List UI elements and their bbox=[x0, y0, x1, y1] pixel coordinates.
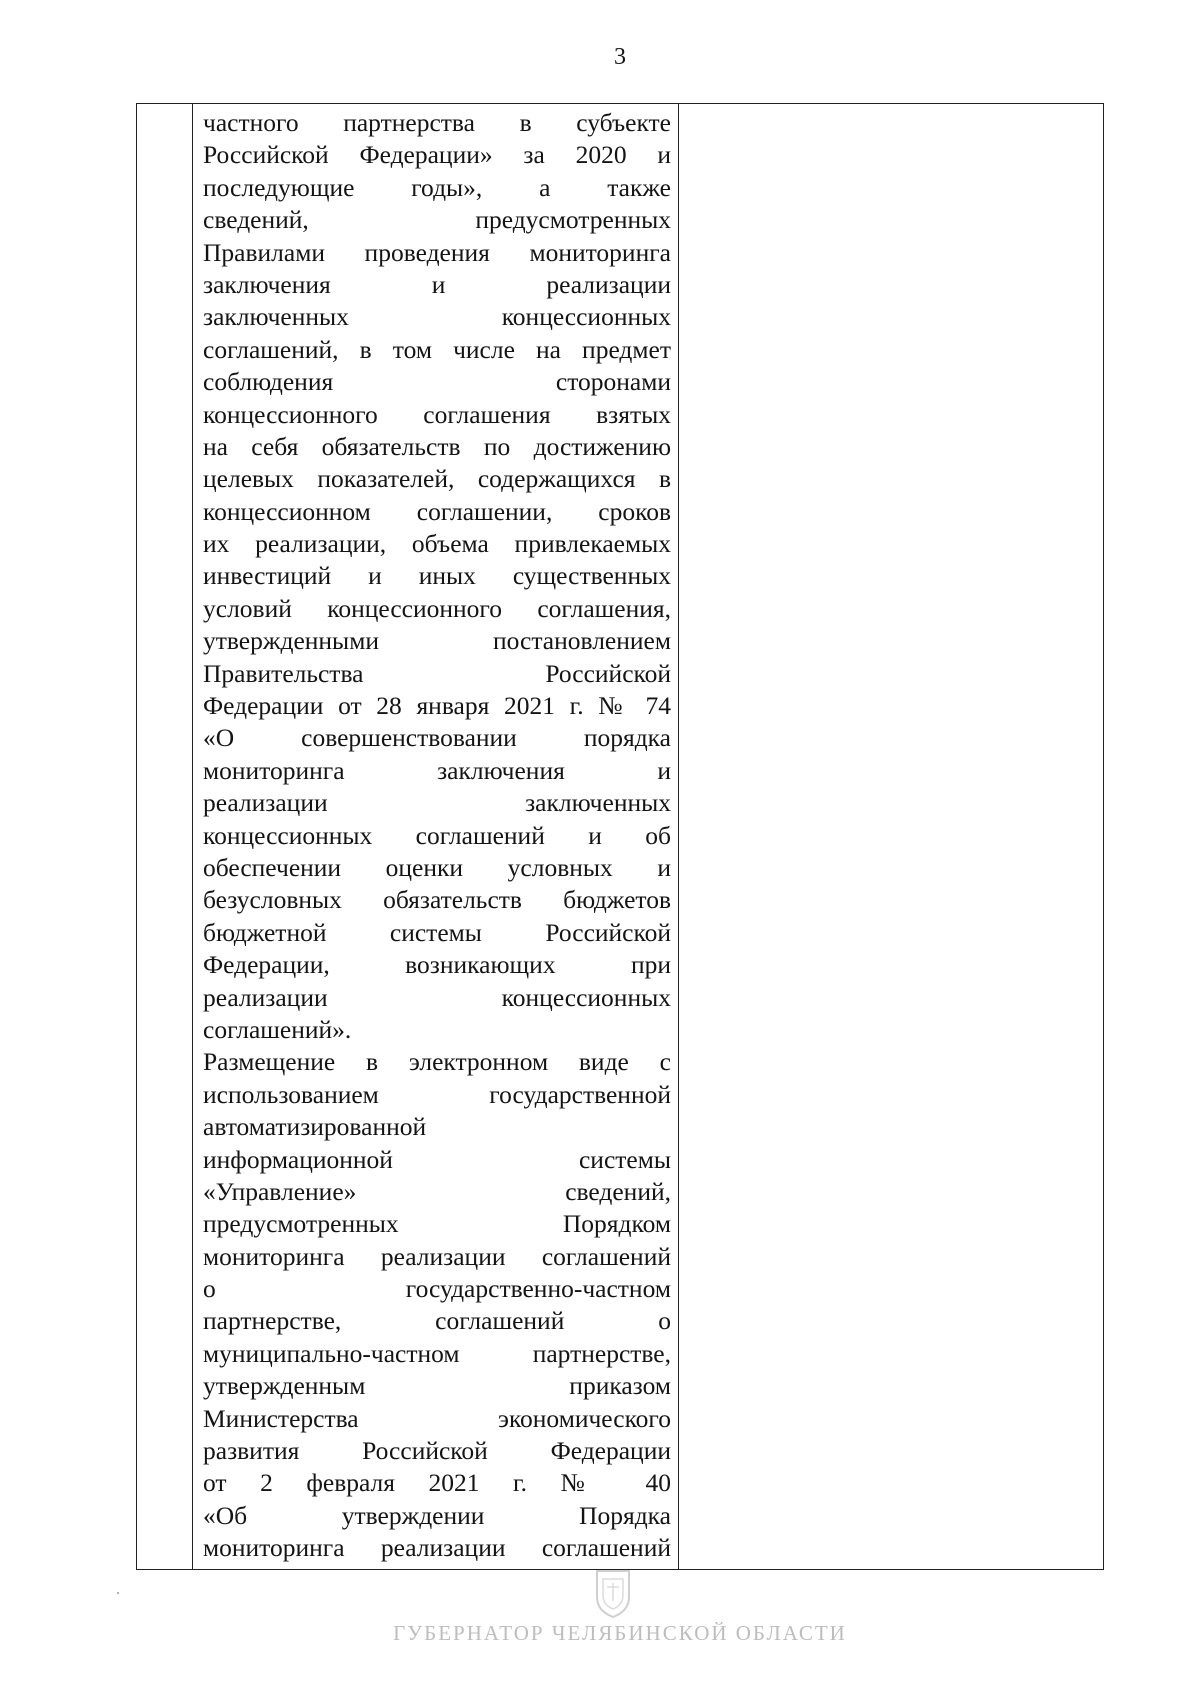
text-line: «Об утверждении Порядка bbox=[203, 1500, 671, 1530]
text-line: заключения и реализации bbox=[203, 269, 671, 299]
text-line: Министерства экономического bbox=[203, 1403, 671, 1433]
table-column-divider-2 bbox=[678, 104, 679, 1569]
text-line: условий концессионного соглашения, bbox=[203, 593, 671, 623]
text-line: реализации концессионных bbox=[203, 982, 671, 1012]
text-line: последующие годы», а также bbox=[203, 172, 671, 202]
document-table bbox=[136, 103, 1104, 1570]
text-line: «Управление» сведений, bbox=[203, 1176, 671, 1206]
text-line: информационной системы bbox=[203, 1144, 671, 1174]
text-line: Правилами проведения мониторинга bbox=[203, 237, 671, 267]
text-line: сведений, предусмотренных bbox=[203, 205, 671, 235]
text-line: обеспечении оценки условных и bbox=[203, 852, 671, 882]
text-line: Российской Федерации» за 2020 и bbox=[203, 140, 671, 170]
text-line: «О совершенствовании порядка bbox=[203, 723, 671, 753]
table-cell-content bbox=[203, 107, 671, 1565]
text-line: мониторинга реализации соглашений bbox=[203, 1533, 671, 1563]
text-line: на себя обязательств по достижению bbox=[203, 431, 671, 461]
scan-speck bbox=[117, 1592, 119, 1594]
text-line: партнерстве, соглашений о bbox=[203, 1306, 671, 1336]
watermark-text: ГУБЕРНАТОР ЧЕЛЯБИНСКОЙ ОБЛАСТИ bbox=[393, 1621, 847, 1645]
text-line: от 2 февраля 2021 г. № 40 bbox=[203, 1468, 671, 1498]
text-line: заключенных концессионных bbox=[203, 302, 671, 332]
text-line: о государственно-частном bbox=[203, 1274, 671, 1304]
text-line: концессионных соглашений и об bbox=[203, 820, 671, 850]
text-line: предусмотренных Порядком bbox=[203, 1209, 671, 1239]
text-line: соблюдения сторонами bbox=[203, 367, 671, 397]
text-line: Правительства Российской bbox=[203, 658, 671, 688]
table-column-divider-1 bbox=[192, 104, 193, 1569]
text-line: соглашений, в том числе на предмет bbox=[203, 334, 671, 364]
text-line: автоматизированной bbox=[203, 1112, 427, 1142]
text-line: концессионном соглашении, сроков bbox=[203, 496, 671, 526]
text-line: частного партнерства в субъекте bbox=[203, 108, 671, 137]
text-line: бюджетной системы Российской bbox=[203, 917, 671, 947]
text-line: реализации заключенных bbox=[203, 788, 671, 818]
text-line: Размещение в электронном виде с bbox=[203, 1047, 671, 1077]
text-line: развития Российской Федерации bbox=[203, 1436, 671, 1466]
coat-of-arms-icon bbox=[593, 1567, 633, 1619]
text-line: их реализации, объема привлекаемых bbox=[203, 529, 671, 559]
text-line: концессионного соглашения взятых bbox=[203, 399, 671, 429]
text-line: муниципально-частном партнерстве, bbox=[203, 1338, 671, 1368]
text-line: мониторинга заключения и bbox=[203, 755, 671, 785]
page-number: 3 bbox=[614, 44, 626, 70]
text-line: утвержденными постановлением bbox=[203, 626, 671, 656]
text-line: соглашений». bbox=[203, 1014, 352, 1044]
text-line: целевых показателей, содержащихся в bbox=[203, 464, 671, 494]
text-line: безусловных обязательств бюджетов bbox=[203, 885, 671, 915]
text-line: утвержденным приказом bbox=[203, 1371, 671, 1401]
text-line: использованием государственной bbox=[203, 1079, 671, 1109]
text-line: инвестиций и иных существенных bbox=[203, 561, 671, 591]
text-line: мониторинга реализации соглашений bbox=[203, 1241, 671, 1271]
text-line: Федерации от 28 января 2021 г. № 74 bbox=[203, 691, 671, 721]
text-line: Федерации, возникающих при bbox=[203, 950, 671, 980]
